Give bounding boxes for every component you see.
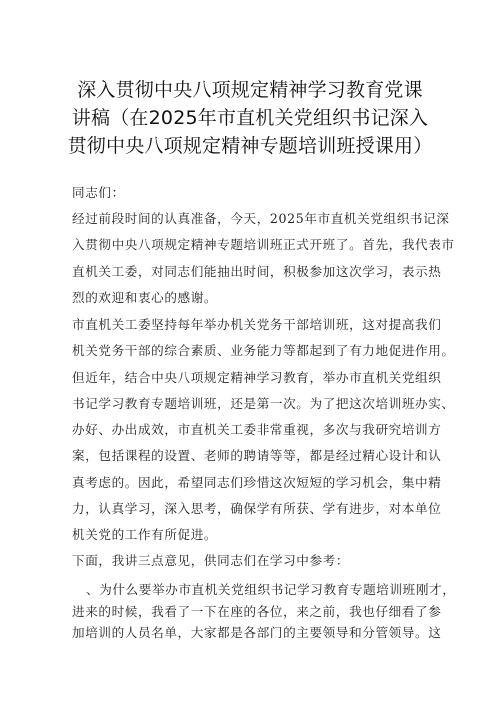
title-line-3: 贯彻中央八项规定精神专题培训班授课用） bbox=[67, 135, 433, 157]
greeting bbox=[72, 180, 432, 206]
paragraph-line: 进来的时候，我看了一下在座的各位，来之前，我也仔细看了参 bbox=[72, 603, 442, 619]
document-title bbox=[40, 76, 460, 160]
paragraph-line: 但近年，结合中央八项规定精神学习教育，举办市直机关党组织 bbox=[72, 369, 442, 385]
paragraph-line: 力，认真学习，深入思考，确保学有所获、学有进步，对本单位 bbox=[72, 501, 442, 517]
paragraph-line: 、为什么要举办市直机关党组织书记学习教育专题培训班刚才， bbox=[86, 582, 456, 597]
paragraph-line: 案，包括课程的设置、老师的聘请等等，都是经过精心设计和认 bbox=[72, 448, 442, 464]
paragraph-line: 加培训的人员名单，大家都是各部门的主要领导和分管领导。这 bbox=[72, 625, 442, 640]
paragraph-4 bbox=[72, 579, 456, 644]
paragraph-line: 经过前段时间的认真准备，今天，2025年市直机关党组织书记深 bbox=[72, 211, 450, 226]
greeting-text: 同志们： bbox=[72, 185, 125, 200]
paragraph-line: 直机关工委，对同志们能抽出时间，积极参加这次学习，表示热 bbox=[72, 263, 442, 279]
paragraph-line: 书记学习教育专题培训班，还是第一次。为了把这次培训班办实、 bbox=[72, 395, 455, 411]
paragraph-line: 入贯彻中央八项规定精神专题培训班正式开班了。首先，我代表市 bbox=[72, 237, 455, 253]
paragraph-line: 真考虑的。因此，希望同志们珍惜这次短短的学习机会，集中精 bbox=[72, 474, 442, 490]
paragraph-line: 机关党的工作有所促进。 bbox=[72, 527, 218, 543]
paragraph-line: 下面，我讲三点意见，供同志们在学习中参考： bbox=[72, 553, 350, 568]
paragraph-line: 办好、办出成效，市直机关工委非常重视，多次与我研究培训方 bbox=[72, 422, 442, 438]
paragraph-2 bbox=[72, 312, 455, 549]
paragraph-3 bbox=[72, 548, 432, 574]
paragraph-line: 市直机关工委坚持每年举办机关党务干部培训班，这对提高我们 bbox=[72, 317, 442, 332]
paragraph-line: 烈的欢迎和衷心的感谢。 bbox=[72, 289, 218, 305]
paragraph-1 bbox=[72, 206, 455, 311]
title-line-2: 讲稿（在2025年市直机关党组织书记深入 bbox=[71, 107, 429, 129]
paragraph-line: 机关党务干部的综合素质、业务能力等都起到了有力地促进作用。 bbox=[72, 343, 455, 359]
title-line-1: 深入贯彻中央八项规定精神学习教育党课 bbox=[77, 79, 423, 101]
